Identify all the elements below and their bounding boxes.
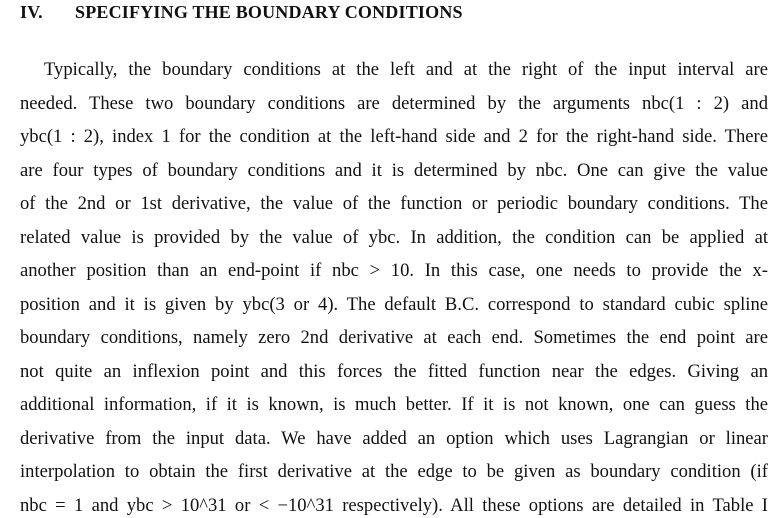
paragraph-line: interpolation to obtain the first derivative at the edge to be given as boundary condition (if bbox=[20, 461, 768, 482]
paragraph-line: of the 2nd or 1st derivative, the value of the function or periodic boundary conditions. The bbox=[20, 193, 768, 214]
paragraph-line: not quite an inflexion point and this forces the fitted function near the edges. Giving an bbox=[20, 360, 768, 382]
section-heading bbox=[20, 2, 463, 23]
paragraph-line: related value is provided by the value of ybc. In addition, the condition can be applied at bbox=[20, 226, 768, 248]
paragraph-line: nbc = 1 and ybc > 10^31 or < −10^31 respectively). All these options are detailed in Table I bbox=[20, 494, 768, 516]
paragraph-line: Typically, the boundary conditions at the left and at the right of the input interval are bbox=[44, 59, 768, 80]
paragraph-line: are four types of boundary conditions and it is determined by nbc. One can give the value bbox=[20, 159, 768, 181]
paragraph-line: derivative from the input data. We have added an option which uses Lagrangian or linear bbox=[20, 427, 768, 449]
paragraph-line: position and it is given by ybc(3 or 4). The default B.C. correspond to standard cubic spline bbox=[20, 293, 768, 315]
paragraph-line: additional information, if it is known, is much better. If it is not known, one can guess the bbox=[20, 394, 768, 415]
paragraph-line: needed. These two boundary conditions are determined by the arguments nbc(1 : 2) and bbox=[20, 92, 768, 114]
paragraph-line: ybc(1 : 2), index 1 for the condition at the left-hand side and 2 for the right-hand side. There bbox=[20, 126, 768, 147]
paragraph-line: another position than an end-point if nbc > 10. In this case, one needs to provide the x- bbox=[20, 260, 768, 281]
section-number: IV. bbox=[20, 2, 43, 22]
section-title: SPECIFYING THE BOUNDARY CONDITIONS bbox=[75, 2, 463, 22]
paragraph-line: boundary conditions, namely zero 2nd derivative at each end. Sometimes the end point are bbox=[20, 327, 768, 348]
